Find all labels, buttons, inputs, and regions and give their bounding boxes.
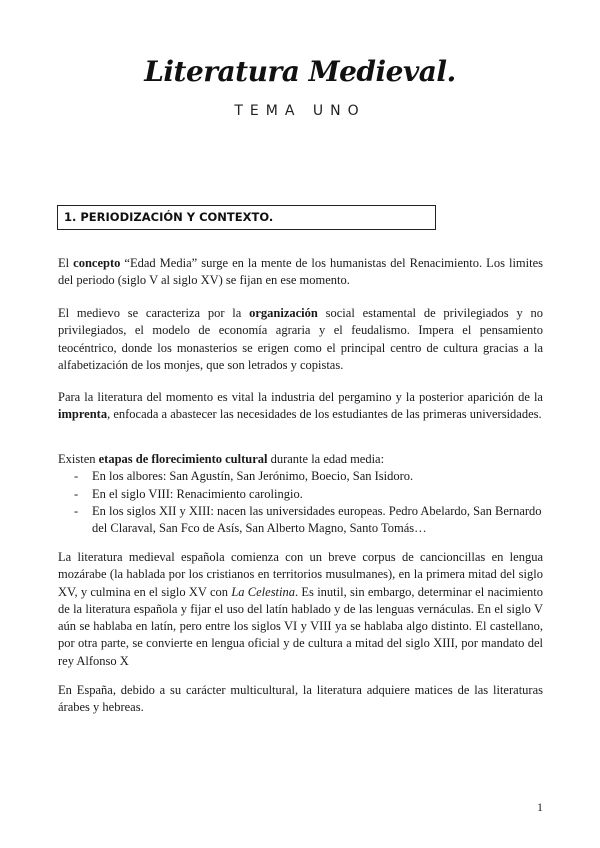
section-heading-box: [57, 205, 436, 230]
bold-term: organización: [249, 306, 318, 320]
paragraph-text: . Es inutil, sin embargo, determinar el nacimiento de la literatura española y fijar el uso del latín hablado y de las lenguas vernáculas. En el siglo V aún se hablaba en latín, pero entre los siglos VI y VIII ya se hablaba algo distinto. El castellano, por otra parte, se convierte en lengua oficial y de cultura a mitad del siglo XIII, por mandato del rey Alfonso X: [58, 584, 544, 668]
dash-bullet: -: [74, 469, 79, 484]
paragraph-stages: [58, 451, 543, 537]
stages-list: [58, 468, 543, 537]
paragraph-text: El: [58, 256, 74, 270]
dash-bullet: -: [74, 503, 79, 518]
bold-term: imprenta: [58, 407, 108, 422]
paragraph-multicultural: En España, debido a su carácter multicultural, la literatura adquiere matices de las literaturas árabes y hebreas.: [58, 683, 543, 715]
paragraph-text: social estamental de privilegiados y no privilegiados, el modelo de economía agraria y el feudalismo. Impera el pensamiento teocéntrico, donde los monasterios se erigen como el principal centro de cultura gracias a la alfabetización de los monjes, que son letrados y copistas.: [58, 306, 543, 372]
paragraph-spanish-literature: [58, 549, 543, 670]
page-number: 1: [537, 800, 543, 814]
list-item: [58, 468, 543, 485]
dash-bullet: -: [74, 486, 79, 501]
bold-term: etapas de florecimiento cultural: [98, 452, 268, 466]
italic-title: La Celestina: [231, 584, 296, 599]
paragraph-concept: [58, 255, 543, 290]
list-item-text: En los albores: San Agustín, San Jerónimo, Boecio, San Isidoro.: [92, 469, 414, 484]
list-item: [58, 486, 543, 503]
paragraph-text: “Edad Media” surge en la mente de los humanistas del Renacimiento. Los limites del periodo (siglo V al siglo XV) se fijan en ese momento.: [58, 256, 544, 288]
list-item: [58, 503, 543, 538]
document-subtitle: TEMA UNO: [234, 103, 366, 119]
section-heading: 1. PERIODIZACIÓN Y CONTEXTO.: [64, 210, 274, 224]
bold-term: concepto: [73, 256, 121, 270]
list-item-text: En el siglo VIII: Renacimiento carolingio.: [92, 486, 303, 501]
paragraph-text: , enfocada a abastecer las necesidades de los estudiantes de las primeras universidades.: [107, 407, 542, 422]
paragraph-text: La literatura medieval española comienza con un breve corpus de cancioncillas en lengua mozárabe (la hablada por los cristianos en territorios musulmanes), en la primera mitad del siglo XV, y culmina en el siglo XV con: [58, 550, 543, 599]
paragraph-text: Para la literatura del momento es vital la industria del pergamino y la posterior aparición de la: [58, 390, 543, 404]
paragraph-text: El medievo se caracteriza por la: [58, 306, 250, 320]
list-item-text: En los siglos XII y XIII: nacen las universidades europeas. Pedro Abelardo, San Bernardo del Claraval, San Fco de Asís, San Alberto Magno, Santo Tomás…: [92, 503, 542, 536]
paragraph-text: durante la edad media:: [267, 452, 385, 466]
document-title: Literatura Medieval.: [144, 55, 456, 88]
stages-intro: [58, 451, 543, 468]
paragraph-organization: [58, 305, 543, 374]
paragraph-printing: [58, 389, 543, 424]
paragraph-text: Existen: [58, 452, 99, 466]
